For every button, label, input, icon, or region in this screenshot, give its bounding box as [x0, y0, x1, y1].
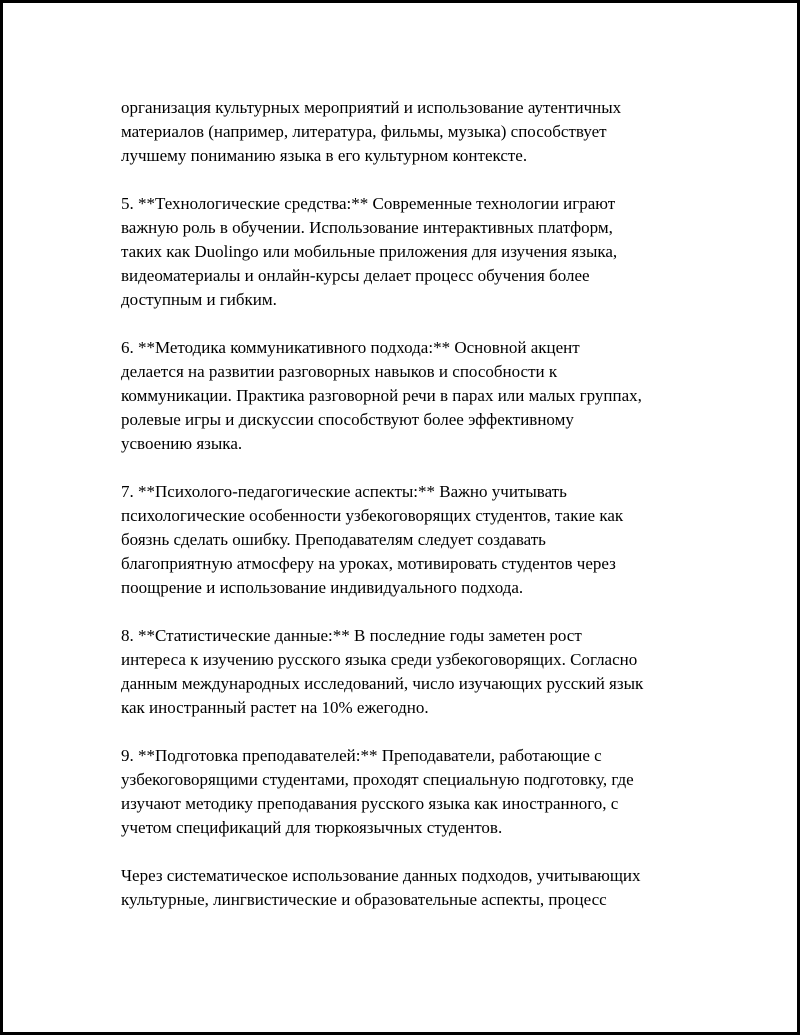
- text-line: ролевые игры и дискуссии способствуют более эффективному: [121, 410, 574, 429]
- text-line: 5. **Технологические средства:** Современные технологии играют: [121, 194, 616, 213]
- text-line: психологические особенности узбекоговорящих студентов, такие как: [121, 506, 624, 525]
- text-line: коммуникации. Практика разговорной речи в парах или малых группах,: [121, 386, 642, 405]
- text-line: таких как Duolingo или мобильные приложения для изучения языка,: [121, 242, 618, 261]
- text-line: культурные, лингвистические и образовательные аспекты, процесс: [121, 890, 607, 909]
- text-line: 8. **Статистические данные:** В последние годы заметен рост: [121, 626, 582, 645]
- paragraph: [121, 624, 701, 720]
- paragraph: [121, 480, 701, 600]
- text-line: учетом спецификаций для тюркоязычных студентов.: [121, 818, 503, 837]
- paragraph: [121, 744, 701, 840]
- paragraph: [121, 336, 701, 456]
- text-line: делается на развитии разговорных навыков и способности к: [121, 362, 558, 381]
- text-line: благоприятную атмосферу на уроках, мотивировать студентов через: [121, 554, 616, 573]
- text-line: интереса к изучению русского языка среди узбекоговорящих. Согласно: [121, 650, 638, 669]
- text-line: организация культурных мероприятий и использование аутентичных: [121, 98, 622, 117]
- text-line: данным международных исследований, число изучающих русский язык: [121, 674, 644, 693]
- text-line: 6. **Методика коммуникативного подхода:** Основной акцент: [121, 338, 580, 357]
- text-line: усвоению языка.: [121, 434, 243, 453]
- text-line: видеоматериалы и онлайн-курсы делает процесс обучения более: [121, 266, 590, 285]
- text-line: 9. **Подготовка преподавателей:** Преподаватели, работающие с: [121, 746, 602, 765]
- text-line: как иностранный растет на 10% ежегодно.: [121, 698, 429, 717]
- text-line: поощрение и использование индивидуального подхода.: [121, 578, 524, 597]
- text-line: боязнь сделать ошибку. Преподавателям следует создавать: [121, 530, 546, 549]
- text-line: Через систематическое использование данных подходов, учитывающих: [121, 866, 641, 885]
- paragraph: [121, 96, 701, 168]
- text-line: материалов (например, литература, фильмы, музыка) способствует: [121, 122, 607, 141]
- text-line: доступным и гибким.: [121, 290, 277, 309]
- text-line: 7. **Психолого-педагогические аспекты:** Важно учитывать: [121, 482, 567, 501]
- text-line: изучают методику преподавания русского языка как иностранного, с: [121, 794, 619, 813]
- paragraph: [121, 864, 701, 912]
- text-line: важную роль в обучении. Использование интерактивных платформ,: [121, 218, 613, 237]
- paragraph: [121, 192, 701, 312]
- text-line: лучшему пониманию языка в его культурном контексте.: [121, 146, 528, 165]
- text-line: узбекоговорящими студентами, проходят специальную подготовку, где: [121, 770, 634, 789]
- document-body: [121, 96, 701, 936]
